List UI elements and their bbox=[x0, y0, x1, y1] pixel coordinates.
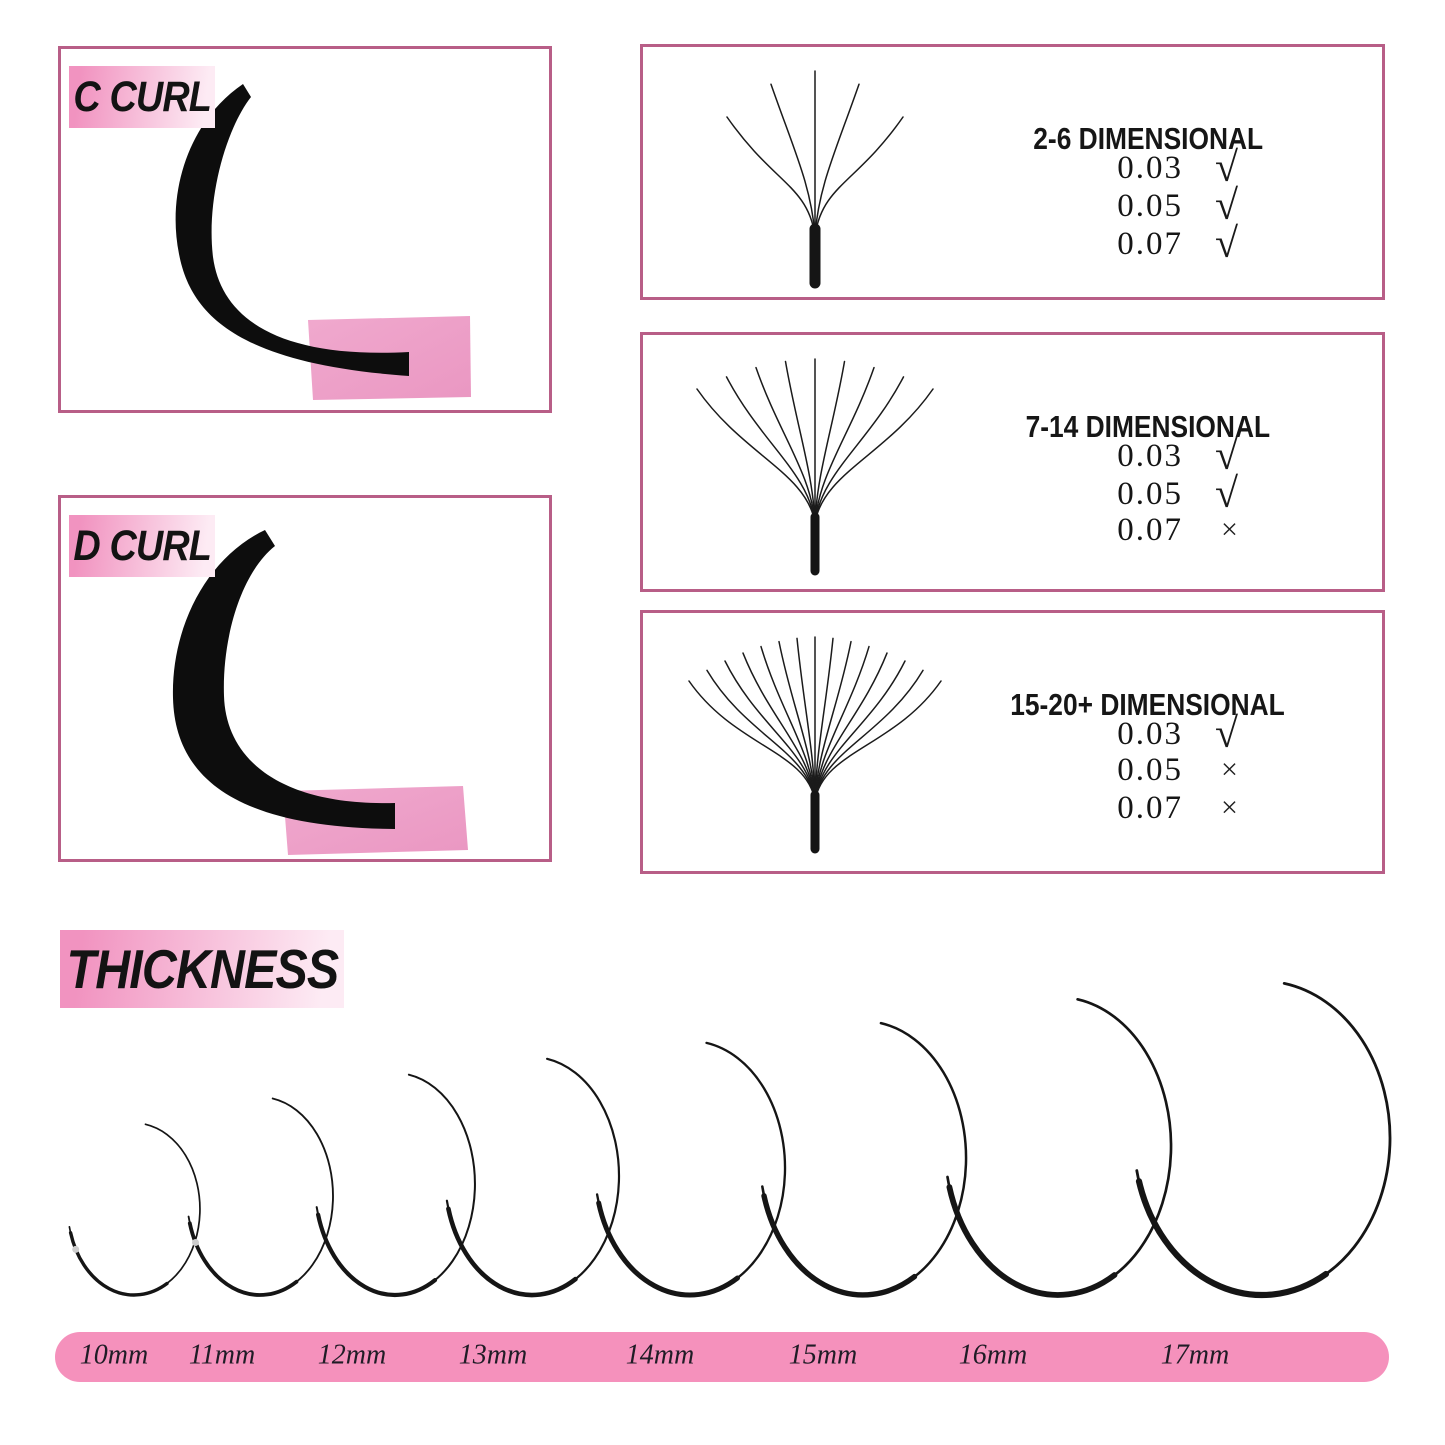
thickness-value: 0.03 bbox=[1117, 437, 1183, 474]
dimensional-card-15-20 bbox=[640, 610, 1385, 874]
length-lash-base bbox=[190, 1223, 297, 1295]
thickness-value: 0.03 bbox=[1117, 715, 1183, 752]
c-curl-label-chip bbox=[69, 66, 215, 128]
thickness-options bbox=[1073, 145, 1353, 267]
lash-base-bead bbox=[72, 1246, 79, 1253]
thickness-options bbox=[1073, 713, 1353, 827]
thickness-option-row bbox=[1073, 789, 1353, 827]
fan-strand bbox=[815, 377, 904, 523]
lash-fan-icon bbox=[665, 623, 965, 855]
d-curl-card bbox=[58, 495, 552, 862]
thickness-options bbox=[1073, 435, 1353, 549]
compatibility-mark: √ bbox=[1215, 433, 1239, 479]
compatibility-mark: √ bbox=[1215, 221, 1239, 267]
length-label: 12mm bbox=[317, 1339, 387, 1371]
compatibility-mark: √ bbox=[1215, 145, 1239, 191]
compatibility-mark: √ bbox=[1215, 711, 1239, 757]
length-lash-base bbox=[448, 1209, 575, 1295]
c-curl-card bbox=[58, 46, 552, 413]
d-curl-label: D CURL bbox=[73, 521, 211, 570]
compatibility-mark: × bbox=[1221, 513, 1238, 546]
dimensional-title: 15-20+ DIMENSIONAL bbox=[1010, 686, 1286, 722]
length-label: 11mm bbox=[188, 1339, 256, 1371]
dimensional-card-2-6 bbox=[640, 44, 1385, 300]
thickness-option-row bbox=[1073, 145, 1353, 191]
dimensional-title: 2-6 DIMENSIONAL bbox=[1033, 120, 1263, 156]
length-label: 17mm bbox=[1160, 1339, 1230, 1371]
thickness-value: 0.07 bbox=[1117, 225, 1183, 262]
fan-strand bbox=[743, 653, 815, 801]
fan-strand bbox=[697, 389, 815, 523]
compatibility-mark: √ bbox=[1215, 183, 1239, 229]
length-lash-base bbox=[949, 1187, 1114, 1295]
thickness-option-row bbox=[1073, 511, 1353, 549]
thickness-value: 0.07 bbox=[1117, 511, 1183, 548]
fan-strand bbox=[727, 117, 815, 235]
thickness-option-row bbox=[1073, 183, 1353, 229]
c-curl-label: C CURL bbox=[73, 72, 211, 121]
compatibility-mark: √ bbox=[1215, 471, 1239, 517]
thickness-value: 0.05 bbox=[1117, 187, 1183, 224]
fan-strand bbox=[815, 389, 933, 523]
thickness-option-row bbox=[1073, 471, 1353, 517]
length-label: 16mm bbox=[958, 1339, 1028, 1371]
lash-fan-icon bbox=[665, 345, 965, 577]
compatibility-mark: × bbox=[1221, 753, 1238, 786]
length-lash-base bbox=[764, 1196, 915, 1295]
length-label: 13mm bbox=[458, 1339, 528, 1371]
thickness-title: THICKNESS bbox=[66, 938, 338, 1000]
length-label: 14mm bbox=[625, 1339, 695, 1371]
d-curl-label-chip bbox=[69, 515, 215, 577]
dimensional-card-7-14 bbox=[640, 332, 1385, 592]
thickness-option-row bbox=[1073, 221, 1353, 267]
fan-strand bbox=[815, 653, 887, 801]
length-label: 10mm bbox=[79, 1339, 149, 1371]
fan-strand bbox=[727, 377, 816, 523]
length-lash-base bbox=[1139, 1181, 1326, 1295]
length-scale-bar bbox=[55, 1332, 1389, 1382]
length-label: 15mm bbox=[788, 1339, 858, 1371]
fan-strand bbox=[689, 681, 815, 801]
thickness-option-row bbox=[1073, 711, 1353, 757]
fan-strand bbox=[815, 117, 903, 235]
lash-fan-icon bbox=[665, 57, 965, 289]
dimensional-title: 7-14 DIMENSIONAL bbox=[1025, 408, 1271, 444]
thickness-option-row bbox=[1073, 751, 1353, 789]
compatibility-mark: × bbox=[1221, 791, 1238, 824]
thickness-option-row bbox=[1073, 433, 1353, 479]
thickness-value: 0.05 bbox=[1117, 751, 1183, 788]
thickness-value: 0.05 bbox=[1117, 475, 1183, 512]
thickness-value: 0.07 bbox=[1117, 789, 1183, 826]
fan-strand bbox=[815, 681, 941, 801]
length-lash-base bbox=[599, 1203, 738, 1295]
thickness-value: 0.03 bbox=[1117, 149, 1183, 186]
length-lash-base bbox=[318, 1215, 435, 1295]
length-lash-base bbox=[71, 1233, 167, 1295]
lash-base-bead bbox=[192, 1239, 199, 1246]
lash-length-curves bbox=[40, 975, 1420, 1315]
